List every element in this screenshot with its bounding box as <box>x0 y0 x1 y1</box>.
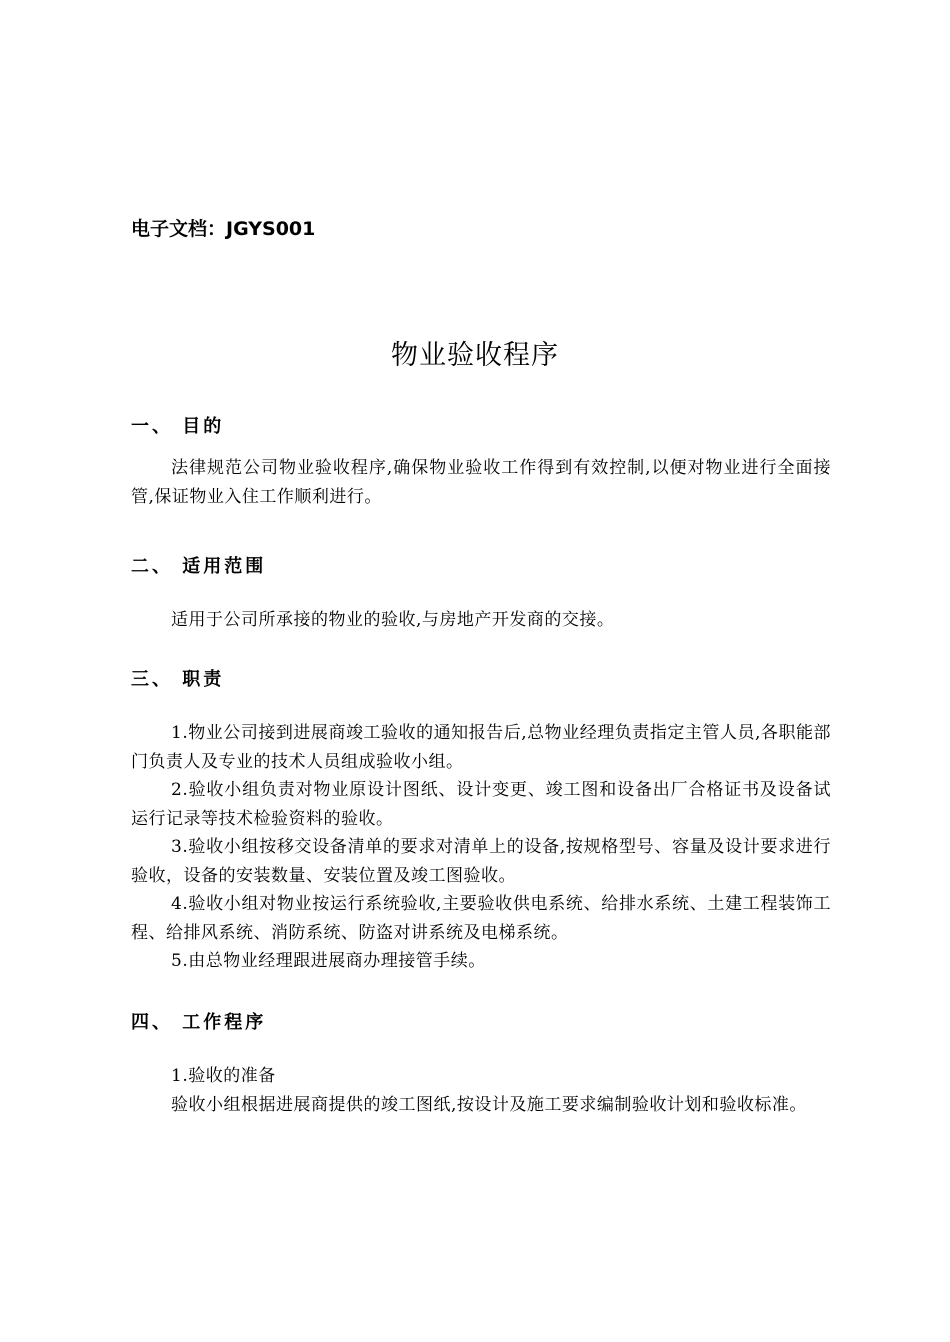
paragraph: 验收小组根据进展商提供的竣工图纸,按设计及施工要求编制验收计划和验收标准。 <box>171 1094 807 1115</box>
section-heading: 四、 工作程序 <box>131 1012 267 1033</box>
list-item: 1.验收的准备 <box>171 1066 276 1086</box>
section-scope <box>131 554 831 635</box>
list-item: 4.验收小组对物业按运行系统验收,主要验收供电系统、给排水系统、土建工程装饰工程、给排风系统、消防系统、防盗对讲系统及电梯系统。 <box>131 894 831 943</box>
section-heading: 三、 职责 <box>131 669 225 690</box>
paragraph: 适用于公司所承接的物业的验收,与房地产开发商的交接。 <box>171 610 615 630</box>
responsibility-list <box>131 719 831 976</box>
section-purpose <box>131 414 831 511</box>
document-id: 电子文档：JGYS001 <box>131 218 316 240</box>
section-responsibilities <box>131 667 831 976</box>
list-item: 5.由总物业经理跟进展商办理接管手续。 <box>171 951 486 971</box>
list-item: 1.物业公司接到进展商竣工验收的通知报告后,总物业经理负责指定主管人员,各职能部门负责人及专业的技术人员组成验收小组。 <box>131 723 831 772</box>
list-item: 2.验收小组负责对物业原设计图纸、设计变更、竣工图和设备出厂合格证书及设备试运行记录等技术检验资料的验收。 <box>131 780 831 829</box>
section-heading: 二、 适用范围 <box>131 556 267 577</box>
section-work-procedure <box>131 1010 831 1119</box>
section-heading: 一、 目的 <box>131 416 225 437</box>
paragraph: 法律规范公司物业验收程序,确保物业验收工作得到有效控制,以便对物业进行全面接管,保证物业入住工作顺利进行。 <box>131 458 831 507</box>
document-title: 物业验收程序 <box>391 340 559 371</box>
list-item: 3.验收小组按移交设备清单的要求对清单上的设备,按规格型号、容量及设计要求进行验收，设备的安装数量、安装位置及竣工图验收。 <box>131 837 831 886</box>
procedure-list <box>131 1062 831 1119</box>
